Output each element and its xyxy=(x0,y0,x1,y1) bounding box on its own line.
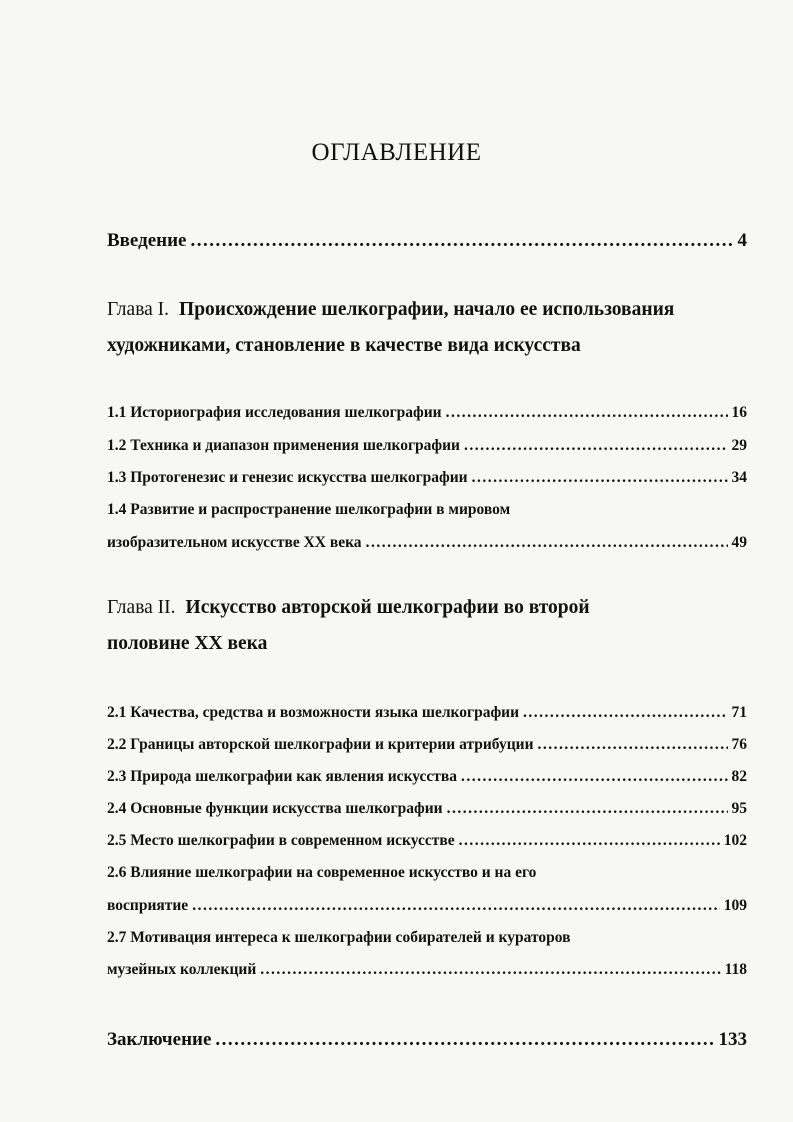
dot-leader xyxy=(366,534,728,552)
toc-entry-1-2[interactable] xyxy=(107,437,747,455)
dot-leader xyxy=(447,800,728,818)
dot-leader xyxy=(260,961,720,979)
toc-entry-label: 2.3 Природа шелкографии как явления искусства xyxy=(107,768,458,785)
toc-page-number: 133 xyxy=(718,1029,747,1050)
toc-entry-conclusion[interactable] xyxy=(107,1029,747,1051)
toc-page-number: 118 xyxy=(724,961,747,978)
toc-entry-2-4[interactable] xyxy=(107,800,747,818)
toc-page-number: 49 xyxy=(731,534,747,551)
dot-leader xyxy=(461,768,727,786)
toc-page-number: 95 xyxy=(731,800,747,817)
toc-page-number: 82 xyxy=(731,768,747,785)
chapter-label: Глава I. xyxy=(107,299,170,320)
toc-entry-label: восприятие xyxy=(107,897,189,914)
dot-leader xyxy=(215,1029,714,1051)
toc-entry-intro[interactable] xyxy=(107,230,747,252)
toc-page-number: 76 xyxy=(731,736,747,753)
toc-entry-label: 2.5 Место шелкографии в современном искусстве xyxy=(107,832,455,849)
toc-entry-label: 2.4 Основные функции искусства шелкографии xyxy=(107,800,443,817)
toc-entry-2-6[interactable] xyxy=(107,897,747,915)
toc-entry-1-4[interactable] xyxy=(107,534,747,552)
toc-entry-2-2[interactable] xyxy=(107,736,747,754)
page-title: ОГЛАВЛЕНИЕ xyxy=(311,139,482,166)
toc-entry-1-3[interactable] xyxy=(107,469,747,487)
chapter-title-line2: половине XX века xyxy=(107,633,268,654)
toc-entry-label: музейных коллекций xyxy=(107,961,257,978)
toc-entry-1-4-line1: 1.4 Развитие и распространение шелкографии в мировом xyxy=(107,501,511,518)
toc-page-number: 71 xyxy=(731,704,747,721)
toc-page-number: 4 xyxy=(737,230,747,251)
toc-page-number: 102 xyxy=(723,832,747,849)
toc-page-number: 16 xyxy=(731,404,747,421)
chapter-2-heading xyxy=(107,590,747,662)
chapter-label: Глава II. xyxy=(107,597,176,618)
toc-entry-2-5[interactable] xyxy=(107,832,747,850)
toc-page-number: 29 xyxy=(731,437,747,454)
toc-entry-label: 2.2 Границы авторской шелкографии и критерии атрибуции xyxy=(107,736,534,753)
dot-leader xyxy=(446,404,728,422)
dot-leader xyxy=(192,897,720,915)
chapter-1-heading xyxy=(107,292,747,364)
toc-entry-2-6-line1: 2.6 Влияние шелкографии на современное искусство и на его xyxy=(107,864,537,881)
dot-leader xyxy=(538,736,728,754)
toc-entry-1-1[interactable] xyxy=(107,404,747,422)
toc-entry-label: Введение xyxy=(107,230,187,251)
toc-entry-2-7[interactable] xyxy=(107,961,747,979)
toc-entry-2-7-line1: 2.7 Мотивация интереса к шелкографии собирателей и кураторов xyxy=(107,929,571,946)
chapter-title-line2: художниками, становление в качестве вида искусства xyxy=(107,335,581,356)
toc-entry-label: 1.1 Историография исследования шелкографии xyxy=(107,404,442,421)
toc-entry-2-3[interactable] xyxy=(107,768,747,786)
toc-page-number: 109 xyxy=(723,897,747,914)
chapter-title-line1: Искусство авторской шелкографии во второй xyxy=(185,597,590,618)
toc-entry-2-1[interactable] xyxy=(107,704,747,722)
toc-entry-label: изобразительном искусстве XX века xyxy=(107,534,362,551)
toc-entry-label: 1.2 Техника и диапазон применения шелкографии xyxy=(107,437,460,454)
dot-leader xyxy=(191,230,734,252)
dot-leader xyxy=(464,437,728,455)
toc-entry-label: 2.1 Качества, средства и возможности языка шелкографии xyxy=(107,704,520,721)
dot-leader xyxy=(472,469,728,487)
toc-entry-label: 1.3 Протогенезис и генезис искусства шелкографии xyxy=(107,469,468,486)
toc-page-number: 34 xyxy=(731,469,747,486)
dot-leader xyxy=(523,704,727,722)
dot-leader xyxy=(459,832,720,850)
chapter-title-line1: Происхождение шелкографии, начало ее использования xyxy=(179,299,675,320)
toc-entry-label: Заключение xyxy=(107,1029,212,1050)
